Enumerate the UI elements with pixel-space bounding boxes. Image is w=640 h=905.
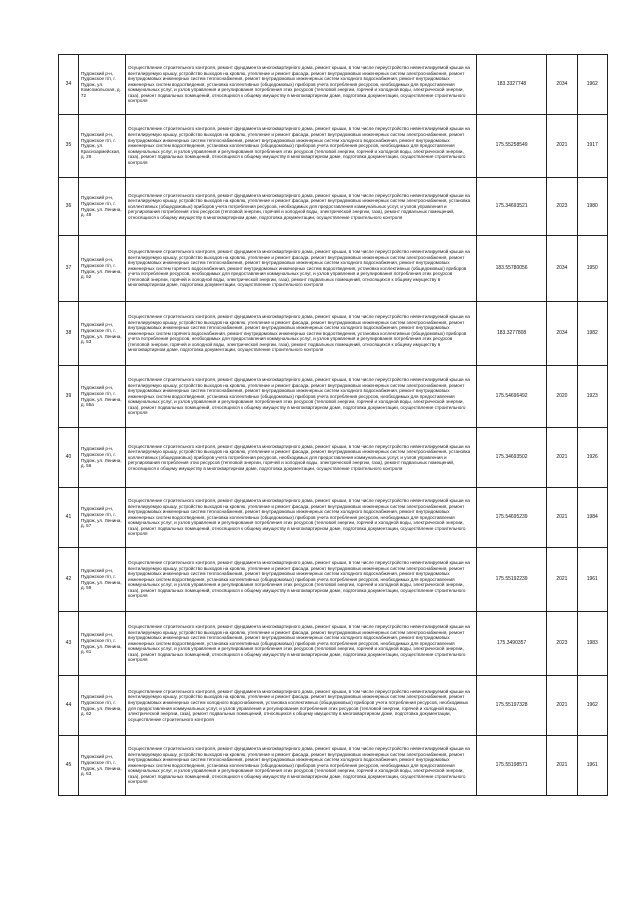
address-cell: Пудожский р-н, Пудожское г/п, г. Пудож, ул. Ленина, д. 57: [78, 488, 125, 548]
row-number: 45: [59, 736, 79, 796]
cost-cell: 183.55780056: [477, 236, 547, 302]
works-cell: Осуществление строительного контроля, ремонт фундамента многоквартирного дома, ремонт крыши, в том числе переустройство невентилируемой крыши на вентилируемую крышу, устройство выходов на кровлю, утепление и ремонт фасада, ремонт внутридомовых инженерных систем электроснабжения, ремонт внутридомовых инженерных систем теплоснабжения, ремонт внутридомовых инженерных систем холодного водоснабжения, ремонт внутридомовых инженерных систем водоотведения, установка коллективных (общедомовых) приборов учета потребления ресурсов, необходимых для предоставления коммунальных услуг, и узлов управления и регулирования потребления этих ресурсов (тепловой энергии, горячей и холодной воды, электрической энергии, газа), ремонт подвальных помещений, относящихся к общему имуществу в многоквартирном доме, подготовка документации, осуществление строительного контроля: [126, 115, 477, 178]
works-cell: Осуществление строительного контроля, ремонт фундамента многоквартирного дома, ремонт крыши, в том числе переустройство невентилируемой крыши на вентилируемую крышу, устройство выходов на кровлю, утепление и ремонт фасада, ремонт внутридомовых инженерных систем электроснабжения, ремонт внутридомовых инженерных систем теплоснабжения, ремонт внутридомовых инженерных систем холодного водоснабжения, ремонт внутридомовых инженерных систем водоотведения, установка коллективных (общедомовых) приборов учета потребления ресурсов, необходимых для предоставления коммунальных услуг, и узлов управления и регулирования потребления этих ресурсов (тепловой энергии, горячей и холодной воды, электрической энергии, газа), ремонт подвальных помещений, относящихся к общему имуществу в многоквартирном доме, подготовка документации, осуществление строительного контроля: [126, 548, 477, 612]
table-row: [59, 55, 608, 115]
year-cell: 2021: [547, 676, 577, 736]
table-row: [59, 612, 608, 676]
year-cell: 2034: [547, 55, 577, 115]
cost-cell: 175.34693521: [477, 178, 547, 236]
cost-cell: 175.55258549: [477, 115, 547, 178]
address-cell: Пудожский р-н, Пудожское г/п, г. Пудож, ул. Комсомольская, д. 72: [78, 55, 125, 115]
table-row: [59, 366, 608, 428]
repair-program-table: [58, 54, 608, 796]
year-cell: 2023: [547, 612, 577, 676]
year-cell: 2021: [547, 548, 577, 612]
row-number: 41: [59, 488, 79, 548]
table-row: [59, 178, 608, 236]
row-number: 34: [59, 55, 79, 115]
cost-cell: 175.34693502: [477, 428, 547, 488]
address-cell: Пудожский р-н, Пудожское г/п, г. Пудож, ул. Ленина, д. 48: [78, 178, 125, 236]
address-cell: Пудожский р-н, Пудожское г/п, г. Пудож, ул. Ленина, д. 52: [78, 236, 125, 302]
built-year-cell: 1980: [577, 178, 607, 236]
table-row: [59, 302, 608, 366]
table-body: [59, 55, 608, 796]
built-year-cell: 1926: [577, 428, 607, 488]
built-year-cell: 1923: [577, 366, 607, 428]
year-cell: 2021: [547, 428, 577, 488]
works-cell: Осуществление строительного контроля, ремонт фундамента многоквартирного дома, ремонт крыши, в том числе переустройство невентилируемой крыши на вентилируемую крышу, устройство выходов на кровлю, утепление и ремонт фасада, ремонт внутридомовых инженерных систем электроснабжения, ремонт внутридомовых инженерных систем теплоснабжения, ремонт внутридомовых инженерных систем холодного водоснабжения, ремонт внутридомовых инженерных систем горячего водоснабжения, ремонт внутридомовых инженерных систем водоотведения, установка коллективных (общедомовых) приборов учета потребления ресурсов, необходимых для предоставления коммунальных услуг, и узлов управления и регулирования потребления этих ресурсов (тепловой энергии, горячей и холодной воды, электрической энергии, газа), ремонт подвальных помещений, относящихся к общему имуществу в многоквартирном доме, подготовка документации, осуществление строительного контроля: [126, 236, 477, 302]
address-cell: Пудожский р-н, Пудожское г/п, г. Пудож, ул. Красноармейская, д. 26: [78, 115, 125, 178]
works-cell: Осуществление строительного контроля, ремонт фундамента многоквартирного дома, ремонт крыши, в том числе переустройство невентилируемой крыши на вентилируемую крышу, устройство выходов на кровлю, утепление и ремонт фасада, ремонт внутридомовых инженерных систем электроснабжения, ремонт внутридомовых инженерных систем теплоснабжения, ремонт внутридомовых инженерных систем холодного водоснабжения, ремонт внутридомовых инженерных систем водоотведения, установка коллективных (общедомовых) приборов учета потребления ресурсов, необходимых для предоставления коммунальных услуг, и узлов управления и регулирования потребления этих ресурсов (тепловой энергии, горячей и холодной воды, электрической энергии, газа), ремонт подвальных помещений, относящихся к общему имуществу в многоквартирном доме, подготовка документации, осуществление строительного контроля: [126, 736, 477, 796]
row-number: 44: [59, 676, 79, 736]
built-year-cell: 1962: [577, 55, 607, 115]
address-cell: Пудожский р-н, Пудожское г/п, г. Пудож, ул. Ленина, д. 53: [78, 302, 125, 366]
cost-cell: 175.55192239: [477, 548, 547, 612]
address-cell: Пудожский р-н, Пудожское г/п, г. Пудож, ул. Ленина, д. 55а: [78, 366, 125, 428]
works-cell: Осуществление строительного контроля, ремонт фундамента многоквартирного дома, ремонт крыши, в том числе переустройство невентилируемой крыши на вентилируемую крышу, устройство выходов на кровлю, утепление и ремонт фасада, ремонт внутридомовых инженерных систем электроснабжения, ремонт внутридомовых инженерных систем теплоснабжения, ремонт внутридомовых инженерных систем холодного водоснабжения, ремонт внутридомовых инженерных систем водоотведения, установка коллективных (общедомовых) приборов учета потребления ресурсов, необходимых для предоставления коммунальных услуг, и узлов управления и регулирования потребления этих ресурсов (тепловой энергии, горячей и холодной воды, электрической энергии, газа), ремонт подвальных помещений, относящихся к общему имуществу в многоквартирном доме, подготовка документации, осуществление строительного контроля: [126, 366, 477, 428]
works-cell: Осуществление строительного контроля, ремонт фундамента многоквартирного дома, ремонт крыши, в том числе переустройство невентилируемой крыши на вентилируемую крышу, устройство выходов на кровлю, утепление и ремонт фасада, ремонт внутридомовых инженерных систем электроснабжения, установка коллективных (общедомовых) приборов учета потребления ресурсов, необходимых для предоставления коммунальных услуг, и узлов управления и регулирования потребления этих ресурсов (тепловой энергии, горячей и холодной воды, электрической энергии, газа), ремонт подвальных помещений, относящихся к общему имуществу в многоквартирном доме, подготовка документации, осуществление строительного контроля: [126, 428, 477, 488]
year-cell: 2034: [547, 302, 577, 366]
built-year-cell: 1950: [577, 236, 607, 302]
year-cell: 2021: [547, 736, 577, 796]
built-year-cell: 1982: [577, 302, 607, 366]
built-year-cell: 1917: [577, 115, 607, 178]
cost-cell: 183.3327748: [477, 55, 547, 115]
table-row: [59, 428, 608, 488]
cost-cell: 175.54696492: [477, 366, 547, 428]
cost-cell: 183.3277808: [477, 302, 547, 366]
works-cell: Осуществление строительного контроля, ремонт фундамента многоквартирного дома, ремонт крыши, в том числе переустройство невентилируемой крыши на вентилируемую крышу, устройство выходов на кровлю, утепление и ремонт фасада, ремонт внутридомовых инженерных систем электроснабжения, ремонт внутридомовых инженерных систем холодного водоснабжения, установка коллективных (общедомовых) приборов учета потребления ресурсов, необходимых для предоставления коммунальных услуг, и узлов управления и регулирования потребления этих ресурсов (тепловой энергии, горячей и холодной воды, электрической энергии, газа), ремонт подвальных помещений, относящихся к общему имуществу в многоквартирном доме, подготовка документации, осуществление строительного контроля: [126, 676, 477, 736]
built-year-cell: 1961: [577, 736, 607, 796]
table-row: [59, 736, 608, 796]
built-year-cell: 1961: [577, 548, 607, 612]
address-cell: Пудожский р-н, Пудожское г/п, г. Пудож, ул. Ленина, д. 61: [78, 612, 125, 676]
year-cell: 2023: [547, 178, 577, 236]
cost-cell: 175.55197328: [477, 676, 547, 736]
works-cell: Осуществление строительного контроля, ремонт фундамента многоквартирного дома, ремонт крыши, в том числе переустройство невентилируемой крыши на вентилируемую крышу, устройство выходов на кровлю, утепление и ремонт фасада, ремонт внутридомовых инженерных систем электроснабжения, ремонт внутридомовых инженерных систем теплоснабжения, ремонт внутридомовых инженерных систем холодного водоснабжения, ремонт внутридомовых инженерных систем водоотведения, установка коллективных (общедомовых) приборов учета потребления ресурсов, необходимых для предоставления коммунальных услуг, и узлов управления и регулирования потребления этих ресурсов (тепловой энергии, горячей и холодной воды, электрической энергии, газа), ремонт подвальных помещений, относящихся к общему имуществу в многоквартирном доме, подготовка документации, осуществление строительного контроля: [126, 488, 477, 548]
table-row: [59, 115, 608, 178]
row-number: 40: [59, 428, 79, 488]
document-page: [58, 54, 608, 796]
year-cell: 2021: [547, 488, 577, 548]
year-cell: 2020: [547, 366, 577, 428]
row-number: 43: [59, 612, 79, 676]
table-row: [59, 548, 608, 612]
address-cell: Пудожский р-н, Пудожское г/п, г. Пудож, ул. Ленина, д. 62: [78, 676, 125, 736]
works-cell: Осуществление строительного контроля, ремонт фундамента многоквартирного дома, ремонт крыши, в том числе переустройство невентилируемой крыши на вентилируемую крышу, устройство выходов на кровлю, утепление и ремонт фасада, ремонт внутридомовых инженерных систем электроснабжения, ремонт внутридомовых инженерных систем теплоснабжения, ремонт внутридомовых инженерных систем холодного водоснабжения, ремонт внутридомовых инженерных систем водоотведения, установка коллективных (общедомовых) приборов учета потребления ресурсов, необходимых для предоставления коммунальных услуг, и узлов управления и регулирования потребления этих ресурсов (тепловой энергии, горячей и холодной воды, электрической энергии, газа), ремонт подвальных помещений, относящихся к общему имуществу в многоквартирном доме, подготовка документации, осуществление строительного контроля: [126, 612, 477, 676]
built-year-cell: 1983: [577, 612, 607, 676]
row-number: 36: [59, 178, 79, 236]
row-number: 37: [59, 236, 79, 302]
address-cell: Пудожский р-н, Пудожское г/п, г. Пудож, ул. Ленина, д. 63: [78, 736, 125, 796]
year-cell: 2021: [547, 115, 577, 178]
year-cell: 2034: [547, 236, 577, 302]
row-number: 42: [59, 548, 79, 612]
built-year-cell: 1962: [577, 676, 607, 736]
table-row: [59, 236, 608, 302]
cost-cell: 175.55198571: [477, 736, 547, 796]
row-number: 35: [59, 115, 79, 178]
works-cell: Осуществление строительного контроля, ремонт фундамента многоквартирного дома, ремонт крыши, в том числе переустройство невентилируемой крыши на вентилируемую крышу, устройство выходов на кровлю, утепление и ремонт фасада, ремонт внутридомовых инженерных систем электроснабжения, ремонт внутридомовых инженерных систем теплоснабжения, ремонт внутридомовых инженерных систем холодного водоснабжения, ремонт внутридомовых инженерных систем водоотведения, установка коллективных (общедомовых) приборов учета потребления ресурсов, необходимых для предоставления коммунальных услуг, и узлов управления и регулирования потребления этих ресурсов (тепловой энергии, горячей и холодной воды, электрической энергии, газа), ремонт подвальных помещений, относящихся к общему имуществу в многоквартирном доме, подготовка документации, осуществление строительного контроля: [126, 55, 477, 115]
cost-cell: 175.54695239: [477, 488, 547, 548]
table-row: [59, 676, 608, 736]
row-number: 39: [59, 366, 79, 428]
address-cell: Пудожский р-н, Пудожское г/п, г. Пудож, ул. Ленина, д. 56: [78, 428, 125, 488]
works-cell: Осуществление строительного контроля, ремонт фундамента многоквартирного дома, ремонт крыши, в том числе переустройство невентилируемой крыши на вентилируемую крышу, устройство выходов на кровлю, утепление и ремонт фасада, ремонт внутридомовых инженерных систем электроснабжения, ремонт внутридомовых инженерных систем теплоснабжения, ремонт внутридомовых инженерных систем холодного водоснабжения, ремонт внутридомовых инженерных систем горячего водоснабжения, ремонт внутридомовых инженерных систем водоотведения, установка коллективных (общедомовых) приборов учета потребления ресурсов, необходимых для предоставления коммунальных услуг, и узлов управления и регулирования потребления этих ресурсов (тепловой энергии, горячей и холодной воды, электрической энергии, газа), ремонт подвальных помещений, относящихся к общему имуществу в многоквартирном доме, подготовка документации, осуществление строительного контроля: [126, 302, 477, 366]
address-cell: Пудожский р-н, Пудожское г/п, г. Пудож, ул. Ленина, д. 59: [78, 548, 125, 612]
table-row: [59, 488, 608, 548]
row-number: 38: [59, 302, 79, 366]
built-year-cell: 1984: [577, 488, 607, 548]
works-cell: Осуществление строительного контроля, ремонт фундамента многоквартирного дома, ремонт крыши, в том числе переустройство невентилируемой крыши на вентилируемую крышу, устройство выходов на кровлю, утепление и ремонт фасада, ремонт внутридомовых инженерных систем электроснабжения, установка коллективных (общедомовых) приборов учета потребления ресурсов, необходимых для предоставления коммунальных услуг, и узлов управления и регулирования потребления этих ресурсов (тепловой энергии, горячей и холодной воды, электрической энергии, газа), ремонт подвальных помещений, относящихся к общему имуществу в многоквартирном доме, подготовка документации, осуществление строительного контроля: [126, 178, 477, 236]
cost-cell: 175.3490357: [477, 612, 547, 676]
